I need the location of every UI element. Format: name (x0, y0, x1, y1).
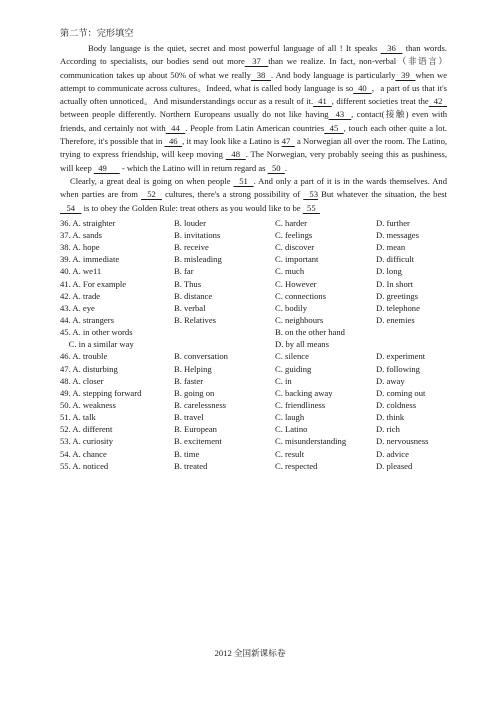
option-row (60, 460, 447, 472)
passage-text: But whatever the situation, the best (318, 189, 448, 200)
option-choice[interactable]: D. pleased (376, 460, 413, 471)
option-choice[interactable]: C. much (275, 266, 305, 277)
option-choice[interactable]: 39. A. immediate (60, 254, 120, 265)
option-row (60, 229, 447, 241)
passage-paragraph (60, 175, 447, 215)
option-choice[interactable]: D. coming out (376, 387, 426, 398)
option-choice[interactable]: D. further (376, 217, 410, 228)
passage-text: , it may look like a Latino is (182, 136, 282, 147)
option-row (60, 338, 447, 350)
passage-text: . And body language is particularly (271, 69, 396, 80)
option-choice[interactable]: C. friendliness (275, 399, 326, 410)
passage-text: . The Norwegian, very probably seeing this as pushiness, will keep (60, 149, 448, 173)
option-row (60, 423, 447, 435)
answer-blank[interactable]: 50 (267, 162, 285, 173)
option-choice[interactable]: D. away (376, 375, 405, 386)
passage-text: . (284, 162, 287, 173)
option-choice[interactable]: 41. A. For example (60, 278, 127, 289)
option-choice[interactable]: C. respected (275, 460, 318, 471)
answer-blank[interactable]: 52 (141, 189, 162, 200)
page-footer: 2012 全国新课标卷 (214, 648, 286, 658)
option-choice[interactable]: B. Helping (174, 363, 212, 374)
option-choice[interactable]: C. misunderstanding (275, 436, 347, 447)
option-choice[interactable]: D. following (376, 363, 420, 374)
option-choice[interactable]: 47. A. disturbing (60, 363, 118, 374)
option-choice[interactable]: 43. A. eye (60, 302, 95, 313)
passage-text: Clearly, a great deal is going on when people (70, 175, 234, 186)
option-choice[interactable]: B. travel (174, 412, 204, 423)
option-choice[interactable]: B. misleading (174, 254, 222, 265)
passage-text: , touch each other quite a lot. Therefore, it's possible that in (60, 122, 448, 147)
option-choice[interactable]: D. experiment (376, 351, 426, 362)
option-choice[interactable]: B. conversation (174, 351, 228, 362)
option-row (60, 290, 447, 302)
option-choice[interactable]: C. silence (275, 351, 309, 362)
answer-blank[interactable]: 36 (380, 43, 403, 53)
option-choice[interactable]: C. in (275, 375, 292, 386)
option-choice[interactable]: 40. A. we11 (60, 266, 102, 277)
option-choice[interactable]: B. far (174, 266, 194, 277)
option-choice[interactable]: 36. A. straighter (60, 217, 116, 228)
option-choice[interactable]: D. by all means (275, 339, 329, 350)
option-choice[interactable]: D. advice (376, 448, 409, 459)
answer-blank[interactable]: 38 (250, 69, 272, 80)
answer-blank[interactable]: 46 (164, 136, 183, 147)
answer-blank[interactable]: 53 (303, 189, 319, 200)
option-row (60, 217, 447, 229)
cloze-passage (60, 42, 447, 215)
option-choice[interactable]: D. telephone (376, 302, 420, 313)
passage-text: , different societies treat the (331, 96, 429, 107)
answer-blank[interactable]: 54 (60, 202, 82, 213)
passage-text: is to obey the Golden Rule: treat others as you would like to be (81, 202, 303, 213)
option-row (60, 314, 447, 326)
option-choice[interactable]: C. important (275, 254, 319, 265)
option-choice[interactable]: B. Thus (174, 278, 202, 289)
answer-blank[interactable]: 44 (165, 122, 186, 133)
passage-text: . People from Latin American countries (185, 122, 325, 133)
option-row (60, 448, 447, 460)
option-row (60, 265, 447, 277)
option-row (60, 375, 447, 387)
passage-paragraph (60, 42, 447, 175)
option-choice[interactable]: C. discover (275, 242, 315, 253)
option-choice[interactable]: B. going on (174, 387, 215, 398)
option-choice[interactable]: 42. A. trade (60, 290, 101, 301)
option-row (60, 278, 447, 290)
option-choice[interactable]: 54. A. chance (60, 448, 107, 459)
option-choice[interactable]: 49. A. stepping forward (60, 387, 142, 398)
option-choice[interactable]: C. However (275, 278, 317, 289)
option-choice[interactable]: 52. A. different (60, 424, 113, 435)
option-choice[interactable]: B. on the other hand (275, 327, 345, 338)
option-row (60, 253, 447, 265)
answer-blank[interactable]: 43 (328, 109, 352, 120)
option-choice[interactable]: B. treated (174, 460, 208, 471)
option-row (60, 387, 447, 399)
passage-text: between people differently. Northern Europeans usually do not like having (60, 109, 329, 120)
option-choice[interactable]: D. think (376, 412, 405, 423)
passage-text: ，a part of us that it's actually often unnoticed。And misunderstandings occur as a result of it. (60, 82, 448, 107)
option-choice[interactable]: B. invitations (174, 230, 221, 240)
passage-text: Body language is the quiet, secret and most powerful language of all ! It speaks (88, 43, 381, 53)
option-row (60, 435, 447, 447)
option-choice[interactable]: 46. A. trouble (60, 351, 108, 362)
option-choice[interactable]: D. difficult (376, 254, 415, 265)
option-choice[interactable]: C. in a similar way (60, 339, 134, 350)
option-choice[interactable]: 50. A. weakness (60, 399, 116, 410)
option-choice[interactable]: C. harder (275, 217, 307, 228)
option-choice[interactable]: B. louder (174, 217, 206, 228)
option-row (60, 399, 447, 411)
option-choice[interactable]: D. In short (376, 278, 413, 289)
option-choice[interactable]: B. Relatives (174, 314, 217, 325)
option-choice[interactable]: C. laugh (275, 412, 305, 423)
option-choice[interactable]: D. messages (376, 230, 419, 240)
option-choice[interactable]: C. Latino (275, 424, 308, 435)
answer-blank[interactable]: 42 (428, 96, 448, 107)
option-choice[interactable]: D. nervousness (376, 436, 429, 447)
option-choice[interactable]: B. receive (174, 242, 209, 253)
option-row (60, 302, 447, 314)
section-title: 第二节：完形填空 (60, 28, 134, 38)
option-choice[interactable]: D. greetings (376, 290, 419, 301)
option-choice[interactable]: B. time (174, 448, 200, 459)
option-choice[interactable]: C. feelings (275, 230, 313, 240)
passage-text: a Norwegian all over the room. The Latino, trying to express friendship, will keep moving (60, 136, 448, 160)
option-row (60, 363, 447, 375)
option-choice[interactable]: B. carelessness (174, 399, 227, 410)
option-choice[interactable]: 53. A. curiosity (60, 436, 113, 447)
answer-blank[interactable]: 55 (302, 202, 320, 213)
passage-text: . And only a part of it is in the wards themselves. And when parties are from (60, 175, 447, 200)
answer-blank[interactable]: 47 (281, 136, 295, 147)
answer-options (60, 217, 447, 472)
option-choice[interactable]: 37. A. sands (60, 230, 103, 240)
option-choice[interactable]: C. result (275, 448, 305, 459)
answer-blank[interactable]: 49 (93, 162, 120, 173)
option-choice[interactable]: C. neighbours (275, 314, 324, 325)
option-choice[interactable]: 55. A. noticed (60, 460, 109, 471)
passage-text: cultures, there's a strong possibility of (161, 189, 304, 200)
option-choice[interactable]: D. long (376, 266, 402, 277)
option-choice[interactable]: 51. A. talk (60, 412, 96, 423)
option-choice[interactable]: D. enemies (376, 314, 415, 325)
option-choice[interactable]: B. faster (174, 375, 204, 386)
option-choice[interactable]: 45. A. in other words (60, 327, 133, 338)
option-row (60, 350, 447, 362)
option-choice[interactable]: C. guiding (275, 363, 312, 374)
option-row (60, 326, 447, 338)
answer-blank[interactable]: 40 (353, 82, 372, 93)
answer-blank[interactable]: 48 (225, 149, 246, 160)
option-choice[interactable]: D. coldness (376, 399, 417, 410)
option-choice[interactable]: B. verbal (174, 302, 206, 313)
option-choice[interactable]: 38. A. hope (60, 242, 100, 253)
option-choice[interactable]: D. rich (376, 424, 400, 435)
passage-text: than we realize. In fact, non-verbal（非语言）communication takes up about 50% of what we really (60, 56, 448, 80)
option-row (60, 241, 447, 253)
option-choice[interactable]: B. European (174, 424, 217, 435)
passage-text: when we attempt to communicate across cultures。Indeed, what is called body language is so (60, 69, 448, 93)
passage-text: than words. According to specialists, our bodies send out more (60, 43, 448, 67)
answer-blank[interactable]: 51 (233, 175, 254, 186)
option-choice[interactable]: C. connections (275, 290, 327, 301)
passage-text: - which the Latino will in return regard as (119, 162, 268, 173)
answer-blank[interactable]: 37 (244, 56, 269, 67)
exam-page (60, 27, 447, 472)
option-choice[interactable]: B. distance (174, 290, 213, 301)
answer-blank[interactable]: 41 (313, 96, 332, 107)
option-choice[interactable]: C. backing away (275, 387, 333, 398)
option-choice[interactable]: D. mean (376, 242, 406, 253)
passage-text: , contact(接触) even with friends, and certainly not with (60, 109, 448, 133)
answer-blank[interactable]: 39 (395, 69, 416, 80)
option-choice[interactable]: 44. A. strangers (60, 314, 114, 325)
option-row (60, 411, 447, 423)
answer-blank[interactable]: 45 (324, 122, 344, 133)
option-choice[interactable]: C. bodily (275, 302, 307, 313)
option-choice[interactable]: 48. A. closer (60, 375, 104, 386)
option-choice[interactable]: B. excitement (174, 436, 222, 447)
